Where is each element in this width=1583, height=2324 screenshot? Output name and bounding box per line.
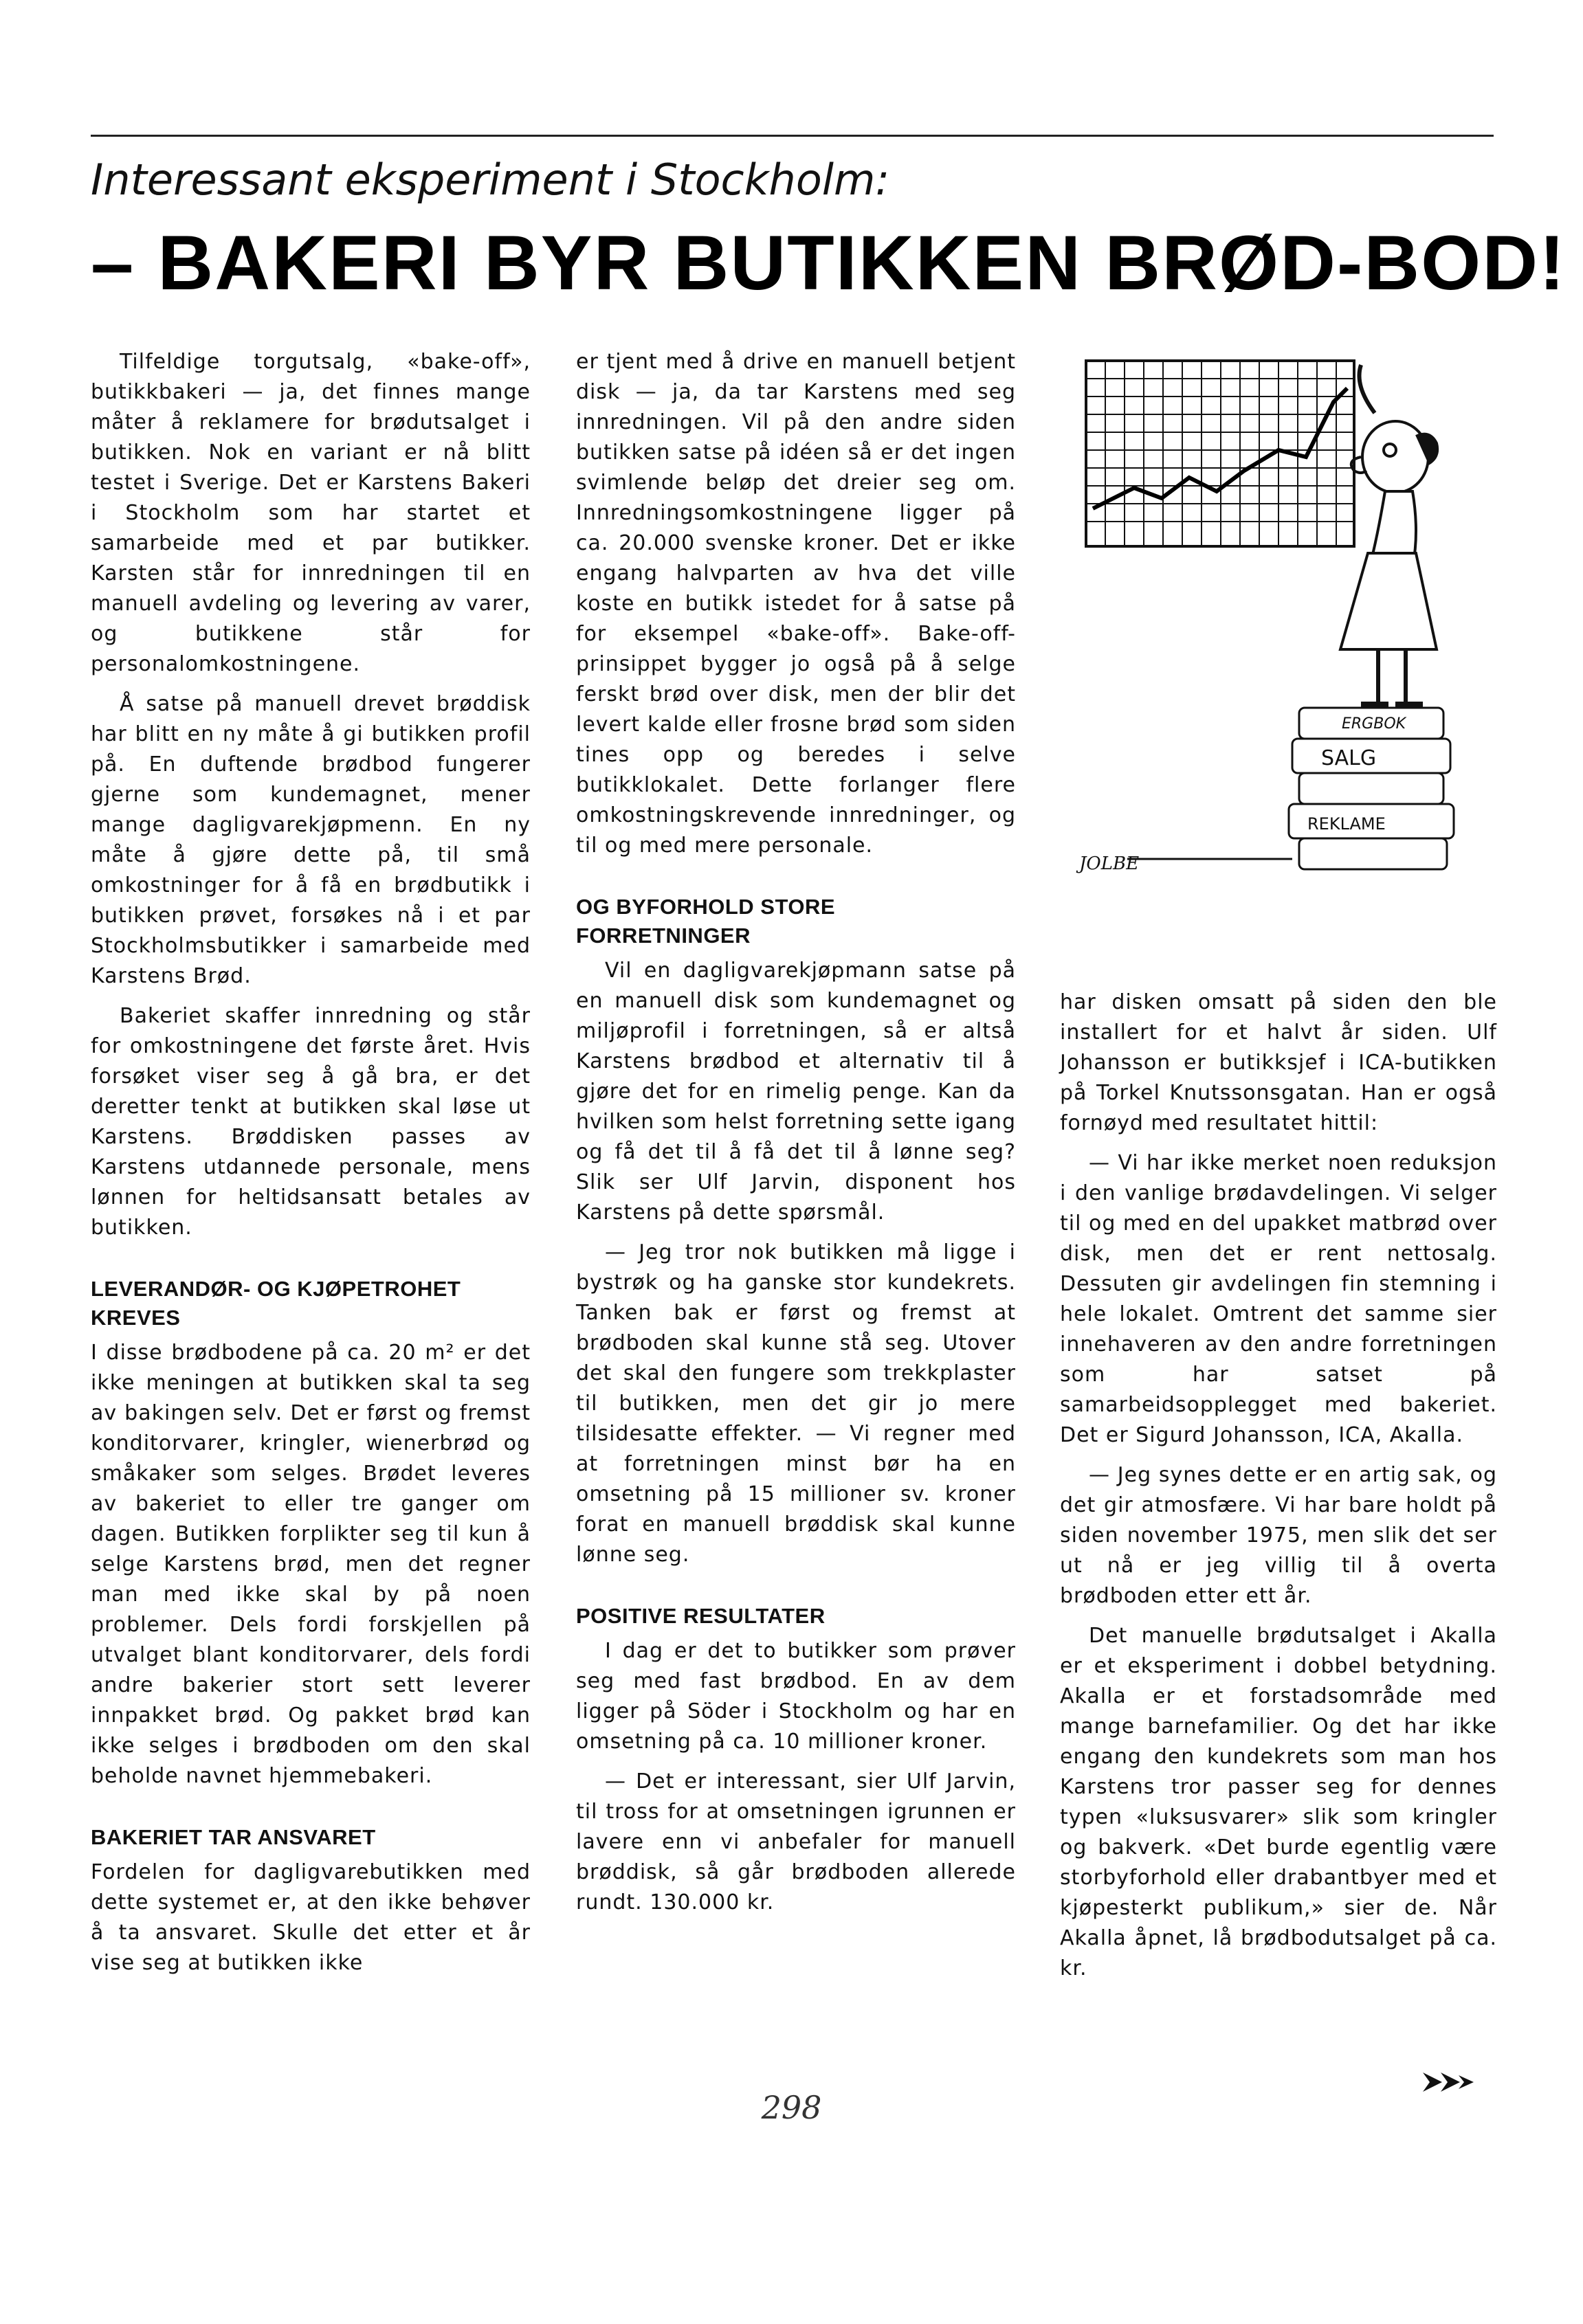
section-heading: POSITIVE RESULTATER [576, 1604, 826, 1628]
paragraph: I disse brødbodene på ca. 20 m² er det ikke meningen at butikken skal ta seg av bakingen selv. Det er først og fremst konditorvarer, kringler, wienerbrød og småkaker som selges. Brødet leveres av bakeriet to eller tre ganger om dagen. Butikken forplikter seg til kun å selge Karstens brød, men det regner man med ikke skal by på noen problemer. Dels fordi forskjellen på utvalget blant konditorvarer, dels fordi andre bakerier stort sett leverer innpakket brød. Og pakket brød kan ikke selges i brødboden om den skal beholde navnet hjemmebakeri. [91, 1341, 531, 1788]
section-heading: LEVERANDØR- OG KJØPETROHET KREVES [91, 1277, 461, 1330]
paragraph: — Jeg synes dette er en artig sak, og det gir atmosfære. Vi har bare holdt på siden november 1975, men slik det ser ut nå er jeg villig til å overta brødboden etter ett år. [1060, 1463, 1497, 1608]
book-label: SALG [1321, 746, 1377, 770]
book-label: ERGBOK [1342, 715, 1406, 733]
section-heading: OG BYFORHOLD STORE FORRETNINGER [576, 895, 836, 948]
paragraph: — Det er interessant, sier Ulf Jarvin, til tross for at omsetningen igrunnen er lavere enn vi anbefaler for manuell brøddisk, så går brødboden allerede rundt. 130.000 kr. [576, 1769, 1016, 1914]
cartoon-illustration [1072, 347, 1471, 952]
column-1 [91, 347, 531, 1988]
paragraph: har disken omsatt på siden den ble installert for et halvt år siden. Ulf Johansson er butikksjef i ICA-butikken på Torkel Knutssonsgatan. Han er også fornøyd med resultatet hittil: [1060, 990, 1497, 1135]
article-headline: – BAKERI BYR BUTIKKEN BRØD-BOD! [91, 220, 1567, 306]
chart-board [1086, 361, 1354, 546]
paragraph: — Vi har ikke merket noen reduksjon i den vanlige brødavdelingen. Vi selger til og med en del upakket matbrød over disk, men det er rent nettosalg. Dessuten gir avdelingen fin stemning i hele lokalet. Omtrent det samme sier innehaveren av den andre forretningen som har satset på samarbeidsopplegget med bakeriet. Det er Sigurd Johansson, ICA, Akalla. [1060, 1151, 1497, 1447]
book-label: REKLAME [1307, 814, 1386, 834]
paragraph: I dag er det to butikker som prøver seg med fast brødbod. En av dem ligger på Söder i Stockholm og har en omsetning på ca. 10 millioner kroner. [576, 1639, 1016, 1754]
artist-signature: JOLBE [1079, 853, 1140, 874]
paragraph: Tilfeldige torgutsalg, «bake-off», butikkbakeri — ja, det finnes mange måter å reklamere for brødutsalget i butikken. Nok en variant er nå blitt testet i Sverige. Det er Karstens Bakeri i Stockholm som har startet et samarbeide med et par butikker. Karsten står for innredningen til en manuell avdeling og levering av varer, og butikkene står for personalomkostningene. [91, 350, 531, 676]
paragraph: Å satse på manuell drevet brøddisk har blitt en ny måte å gi butikken profil på. En duftende brødbod fungerer gjerne som kundemagnet, mener mange dagligvarekjøpmenn. En ny måte å gjøre dette på, til små omkostninger for å få en brødbutikk i butikken prøvet, forsøkes nå i et par Stockholmsbutikker i samarbeide med Karstens Brød. [91, 692, 531, 988]
page-number: 298 [761, 2089, 822, 2126]
column-3 [1060, 987, 1497, 1993]
top-rule [91, 135, 1494, 137]
paragraph: er tjent med å drive en manuell betjent disk — ja, da tar Karstens med seg innredningen. Vil på den andre siden butikken satse på idéen så er det ingen svimlende beløp det dreier seg om. Innredningsomkostningene ligger på ca. 20.000 svenske kroner. Det er ikke engang halvparten av hva det ville koste en butikk istedet for å satse på for eksempel «bake-off». Bake-off-prinsippet bygger jo også på å selge ferskt brød over disk, men der blir det levert kalde eller frosne brød som siden tines opp og beredes i selve butikklokalet. Dette forlanger flere omkostningskrevende innredninger, og til og med mere personale. [576, 350, 1016, 858]
paragraph: Det manuelle brødutsalget i Akalla er et eksperiment i dobbel betydning. Akalla er et forstadsområde med mange barnefamilier. Og det har ikke engang den kundekrets som man hos Karstens tror passer seg for dennes typen «luksusvarer» slik som kringler og bakverk. «Det burde egentlig være storbyforhold eller drabantbyer med et kjøpesterkt publikum,» sier de. Når Akalla åpnet, lå brødbodutsalget på ca. kr. [1060, 1624, 1497, 1980]
column-2 [576, 347, 1016, 1928]
article-kicker: Interessant eksperiment i Stockholm: [91, 155, 890, 205]
paragraph: Vil en dagligvarekjøpmann satse på en manuell disk som kundemagnet og miljøprofil i forretningen, så er altså Karstens brødbod et alternativ til å gjøre det for en rimelig penge. Kan da hvilken som helst forretning sette igang og få det til å få det til å lønne seg? Slik ser Ulf Jarvin, disponent hos Karstens på dette spørsmål. [576, 959, 1016, 1225]
paragraph: Bakeriet skaffer innredning og står for omkostningene det første året. Hvis forsøket viser seg å gå bra, er det deretter tenkt at butikken skal løse ut Karstens. Brøddisken passes av Karstens utdannede personale, mens lønnen for heltidsansatt betales av butikken. [91, 1004, 531, 1240]
paragraph: Fordelen for dagligvarebutikken med dette systemet er, at den ikke behøver å ta ansvaret. Skulle det etter et år vise seg at butikken ikke [91, 1860, 531, 1975]
section-heading: BAKERIET TAR ANSVARET [91, 1825, 376, 1849]
paragraph: — Jeg tror nok butikken må ligge i bystrøk og ha ganske stor kundekrets. Tanken bak er først og fremst at brødboden skal kunne stå seg. Utover det skal den fungere som trekkplaster til butikken, men det gir jo mere tilsidesatte effekter. — Vi regner med at forretningen minst bør ha en omsetning på 15 millioner sv. kroner forat en manuell brøddisk skal kunne lønne seg. [576, 1240, 1016, 1567]
